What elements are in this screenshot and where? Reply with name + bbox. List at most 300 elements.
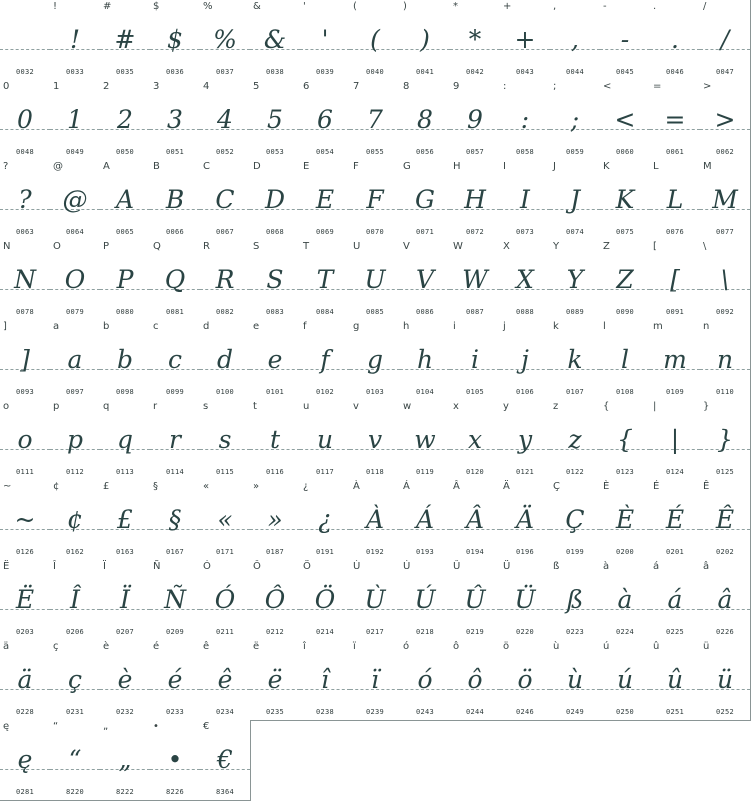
- glyph-label: o: [3, 401, 10, 412]
- glyph-cell: [0, 80, 51, 161]
- glyph-cell: [500, 400, 551, 481]
- glyph-cell: [300, 320, 351, 401]
- glyph-sample: #: [114, 25, 136, 54]
- glyph-cell: [350, 0, 401, 81]
- glyph-sample: ę: [17, 745, 33, 774]
- glyph-label: Q: [153, 241, 161, 252]
- glyph-cell: [550, 80, 601, 161]
- glyph-code: 0114: [165, 468, 185, 476]
- glyph-cell: [0, 400, 51, 481]
- glyph-label: ï: [353, 641, 356, 652]
- glyph-cell: [700, 560, 751, 641]
- glyph-label: l: [603, 321, 606, 332]
- glyph-code: 0110: [715, 388, 735, 396]
- glyph-label: 2: [103, 81, 110, 92]
- glyph-code: 0067: [215, 228, 235, 236]
- glyph-code: 0233: [165, 708, 185, 716]
- glyph-code: 0048: [15, 148, 35, 156]
- glyph-sample: ö: [517, 665, 533, 694]
- glyph-code: 0203: [15, 628, 35, 636]
- glyph-sample: Ê: [715, 505, 735, 534]
- glyph-label: ç: [53, 641, 59, 652]
- glyph-label: £: [103, 481, 110, 492]
- glyph-label: <: [603, 81, 612, 92]
- glyph-sample: c: [167, 345, 182, 374]
- glyph-sample: ù: [566, 665, 584, 694]
- glyph-cell: [600, 640, 651, 721]
- glyph-label: C: [203, 161, 210, 172]
- glyph-cell: [550, 400, 601, 481]
- glyph-code: 0071: [415, 228, 435, 236]
- glyph-cell: [700, 400, 751, 481]
- glyph-label: À: [353, 481, 360, 492]
- glyph-code: 0126: [15, 548, 35, 556]
- glyph-sample: V: [415, 265, 435, 294]
- glyph-code: 0078: [15, 308, 35, 316]
- glyph-label: .: [653, 1, 657, 12]
- glyph-code: 0089: [565, 308, 585, 316]
- glyph-code: 0041: [415, 68, 435, 76]
- glyph-label: (: [353, 1, 357, 12]
- glyph-label: !: [53, 1, 58, 12]
- glyph-code: 0087: [465, 308, 485, 316]
- glyph-sample: ,: [571, 25, 579, 54]
- glyph-code: 0106: [515, 388, 535, 396]
- glyph-cell: [400, 400, 451, 481]
- glyph-sample: >: [714, 105, 736, 134]
- glyph-cell: [250, 560, 301, 641]
- glyph-code: 0091: [665, 308, 685, 316]
- glyph-cell: [400, 160, 451, 241]
- glyph-sample: i: [471, 345, 479, 374]
- glyph-label: @: [53, 161, 63, 172]
- glyph-label: X: [503, 241, 510, 252]
- glyph-code: 0062: [715, 148, 735, 156]
- glyph-cell: [0, 640, 51, 721]
- glyph-code: 0171: [215, 548, 235, 556]
- glyph-code: 0042: [465, 68, 485, 76]
- glyph-sample: Ô: [264, 585, 286, 614]
- glyph-label: 3: [153, 81, 160, 92]
- glyph-sample: ê: [217, 665, 233, 694]
- glyph-cell: [300, 160, 351, 241]
- glyph-cell: [350, 80, 401, 161]
- glyph-code: 0064: [65, 228, 85, 236]
- glyph-label: y: [503, 401, 509, 412]
- glyph-label: «: [203, 481, 210, 492]
- glyph-cell: [200, 160, 251, 241]
- glyph-label: á: [653, 561, 660, 572]
- glyph-cell: [550, 160, 601, 241]
- glyph-code: 0035: [115, 68, 135, 76]
- glyph-sample: m: [663, 345, 687, 374]
- glyph-label: L: [653, 161, 659, 172]
- glyph-cell: [50, 480, 101, 561]
- glyph-sample: ç: [67, 665, 82, 694]
- glyph-sample: j: [521, 345, 529, 374]
- glyph-code: 0199: [565, 548, 585, 556]
- glyph-cell: [0, 320, 51, 401]
- glyph-code: 0086: [415, 308, 435, 316]
- glyph-sample: q: [116, 425, 133, 454]
- glyph-code: 0226: [715, 628, 735, 636]
- glyph-sample: Ü: [514, 585, 536, 614]
- glyph-cell: [200, 80, 251, 161]
- glyph-label: N: [3, 241, 11, 252]
- glyph-label: €: [203, 721, 210, 732]
- glyph-code: 0054: [315, 148, 335, 156]
- glyph-cell: [150, 480, 201, 561]
- glyph-sample: -: [620, 25, 630, 54]
- glyph-code: 0112: [65, 468, 85, 476]
- glyph-sample: X: [516, 265, 534, 294]
- glyph-code: 0053: [265, 148, 285, 156]
- glyph-label: §: [153, 481, 158, 492]
- glyph-label: n: [703, 321, 710, 332]
- glyph-label: |: [653, 401, 657, 412]
- glyph-label: A: [103, 161, 110, 172]
- glyph-sample: |: [670, 425, 680, 454]
- glyph-label: Ä: [503, 481, 510, 492]
- glyph-code: 0228: [15, 708, 35, 716]
- glyph-cell: [100, 400, 151, 481]
- glyph-sample: L: [666, 185, 684, 214]
- glyph-sample: «: [217, 505, 233, 534]
- glyph-cell: [350, 240, 401, 321]
- glyph-cell: [100, 640, 151, 721]
- glyph-label: ę: [3, 721, 10, 732]
- glyph-cell: [600, 560, 651, 641]
- glyph-code: 0238: [315, 708, 335, 716]
- glyph-label: c: [153, 321, 159, 332]
- glyph-code: 0196: [515, 548, 535, 556]
- glyph-cell: [500, 80, 551, 161]
- glyph-cell: [400, 480, 451, 561]
- glyph-code: 0239: [365, 708, 385, 716]
- glyph-code: 0244: [465, 708, 485, 716]
- glyph-cell: [200, 720, 251, 801]
- glyph-label: h: [403, 321, 410, 332]
- glyph-cell: [350, 160, 401, 241]
- glyph-code: 0047: [715, 68, 735, 76]
- glyph-cell: [500, 240, 551, 321]
- glyph-label: 4: [203, 81, 210, 92]
- glyph-label: x: [453, 401, 459, 412]
- glyph-code: 0032: [15, 68, 35, 76]
- glyph-code: 0125: [715, 468, 735, 476]
- glyph-sample: ú: [616, 665, 634, 694]
- glyph-cell: [650, 480, 701, 561]
- glyph-cell: [650, 640, 701, 721]
- glyph-cell: [250, 320, 301, 401]
- baseline-guide: [0, 49, 50, 50]
- glyph-label: à: [603, 561, 610, 572]
- glyph-cell: [0, 160, 51, 241]
- glyph-label: ): [403, 1, 407, 12]
- glyph-label: Ô: [253, 561, 261, 572]
- glyph-sample: ~: [14, 505, 36, 534]
- glyph-sample: Û: [464, 585, 486, 614]
- glyph-code: 0061: [665, 148, 685, 156]
- glyph-sample: “: [68, 745, 82, 774]
- glyph-label: b: [103, 321, 110, 332]
- glyph-code: 0281: [15, 788, 35, 796]
- glyph-code: 0066: [165, 228, 185, 236]
- glyph-sample: Ù: [364, 585, 386, 614]
- glyph-label: ~: [3, 481, 12, 492]
- glyph-label: a: [53, 321, 60, 332]
- glyph-sample: y: [517, 425, 533, 454]
- glyph-sample: :: [520, 105, 530, 134]
- glyph-label: ô: [453, 641, 460, 652]
- glyph-cell: [200, 240, 251, 321]
- glyph-code: 0218: [415, 628, 435, 636]
- glyph-sample: C: [215, 185, 235, 214]
- glyph-code: 0249: [565, 708, 585, 716]
- glyph-cell: [400, 320, 451, 401]
- glyph-label: Ö: [303, 561, 311, 572]
- glyph-code: 0075: [615, 228, 635, 236]
- glyph-sample: b: [116, 345, 133, 374]
- glyph-sample: »: [267, 505, 283, 534]
- glyph-label: I: [503, 161, 506, 172]
- glyph-cell: [700, 160, 751, 241]
- glyph-sample: }: [717, 425, 733, 454]
- glyph-sample: *: [468, 25, 482, 54]
- glyph-sample: 6: [317, 105, 333, 134]
- glyph-code: 0167: [165, 548, 185, 556]
- glyph-cell: [450, 400, 501, 481]
- glyph-cell: [300, 640, 351, 721]
- glyph-cell: [600, 400, 651, 481]
- glyph-label: 8: [403, 81, 410, 92]
- glyph-code: 0065: [115, 228, 135, 236]
- glyph-cell: [450, 560, 501, 641]
- glyph-code: 0219: [465, 628, 485, 636]
- glyph-code: 0072: [465, 228, 485, 236]
- glyph-label: r: [153, 401, 158, 412]
- glyph-sample: w: [414, 425, 436, 454]
- glyph-sample: È: [615, 505, 635, 534]
- glyph-label: ?: [3, 161, 9, 172]
- glyph-sample: À: [365, 505, 385, 534]
- glyph-code: 0082: [215, 308, 235, 316]
- glyph-cell: [400, 80, 451, 161]
- glyph-code: 0119: [415, 468, 435, 476]
- glyph-sample: Ñ: [164, 585, 186, 614]
- glyph-label: P: [103, 241, 110, 252]
- glyph-sample: x: [467, 425, 483, 454]
- glyph-sample: â: [717, 585, 733, 614]
- glyph-sample: H: [464, 185, 486, 214]
- glyph-label: Z: [603, 241, 610, 252]
- glyph-sample: Ï: [120, 585, 130, 614]
- glyph-sample: [: [670, 265, 680, 294]
- glyph-code: 0046: [665, 68, 685, 76]
- glyph-code: 0083: [265, 308, 285, 316]
- glyph-label: é: [153, 641, 160, 652]
- glyph-label: ,: [553, 1, 557, 12]
- glyph-code: 0235: [265, 708, 285, 716]
- glyph-code: 0251: [665, 708, 685, 716]
- glyph-label: ó: [403, 641, 410, 652]
- glyph-cell: [200, 400, 251, 481]
- glyph-label: Ï: [103, 561, 106, 572]
- glyph-label: É: [653, 481, 660, 492]
- glyph-code: 0080: [115, 308, 135, 316]
- glyph-sample: Ó: [214, 585, 236, 614]
- glyph-label: g: [353, 321, 360, 332]
- glyph-cell: [150, 160, 201, 241]
- glyph-label: D: [253, 161, 261, 172]
- glyph-code: 0200: [615, 548, 635, 556]
- glyph-cell: [500, 640, 551, 721]
- glyph-code: 0063: [15, 228, 35, 236]
- glyph-label: -: [603, 1, 607, 12]
- glyph-code: 0033: [65, 68, 85, 76]
- glyph-code: 0121: [515, 468, 535, 476]
- glyph-sample: ?: [18, 185, 32, 214]
- glyph-code: 0124: [665, 468, 685, 476]
- glyph-code: 0117: [315, 468, 335, 476]
- glyph-sample: F: [366, 185, 384, 214]
- glyph-cell: [100, 0, 151, 81]
- glyph-cell: [650, 80, 701, 161]
- glyph-label: 9: [453, 81, 460, 92]
- glyph-label: „: [103, 721, 109, 732]
- glyph-label: ê: [203, 641, 210, 652]
- glyph-cell: [300, 400, 351, 481]
- glyph-cell: [300, 560, 351, 641]
- glyph-code: 0037: [215, 68, 235, 76]
- glyph-cell: [0, 480, 51, 561]
- glyph-code: 0102: [315, 388, 335, 396]
- glyph-cell: [600, 160, 651, 241]
- glyph-cell: [600, 480, 651, 561]
- glyph-label: K: [603, 161, 610, 172]
- glyph-sample: =: [664, 105, 686, 134]
- glyph-cell: [200, 640, 251, 721]
- glyph-sample: î: [321, 665, 329, 694]
- glyph-code: 0077: [715, 228, 735, 236]
- glyph-cell: [500, 0, 551, 81]
- glyph-sample: G: [415, 185, 435, 214]
- glyph-cell: [100, 320, 151, 401]
- glyph-sample: N: [14, 265, 36, 294]
- glyph-sample: ¢: [67, 505, 83, 534]
- glyph-code: 0093: [15, 388, 35, 396]
- glyph-code: 0059: [565, 148, 585, 156]
- glyph-code: 0038: [265, 68, 285, 76]
- glyph-cell: [600, 80, 651, 161]
- glyph-code: 0051: [165, 148, 185, 156]
- glyph-sample: ô: [467, 665, 483, 694]
- glyph-sample: M: [712, 185, 738, 214]
- glyph-label: *: [453, 1, 458, 12]
- glyph-sample: $: [167, 25, 183, 54]
- glyph-label: Á: [403, 481, 410, 492]
- glyph-label: ë: [253, 641, 260, 652]
- glyph-code: 0056: [415, 148, 435, 156]
- glyph-cell: [250, 160, 301, 241]
- glyph-cell: [150, 320, 201, 401]
- glyph-cell: [350, 560, 401, 641]
- glyph-code: 0058: [515, 148, 535, 156]
- glyph-cell: [650, 320, 701, 401]
- glyph-code: 0060: [615, 148, 635, 156]
- glyph-label: z: [553, 401, 559, 412]
- glyph-cell: [300, 80, 351, 161]
- glyph-label: s: [203, 401, 209, 412]
- glyph-cell: [400, 560, 451, 641]
- glyph-code: 0232: [115, 708, 135, 716]
- glyph-code: 8364: [215, 788, 235, 796]
- glyph-code: 0163: [115, 548, 135, 556]
- glyph-sample: §: [168, 505, 182, 534]
- glyph-code: 0069: [315, 228, 335, 236]
- glyph-sample: g: [366, 345, 383, 374]
- glyph-sample: 1: [67, 105, 83, 134]
- glyph-code: 0050: [115, 148, 135, 156]
- glyph-sample: Ë: [15, 585, 35, 614]
- glyph-cell: [650, 160, 701, 241]
- glyph-label: ú: [603, 641, 610, 652]
- glyph-code: 0103: [365, 388, 385, 396]
- glyph-sample: Q: [164, 265, 186, 294]
- glyph-cell: [500, 560, 551, 641]
- glyph-label: =: [653, 81, 662, 92]
- glyph-sample: •: [167, 745, 183, 774]
- glyph-code: 0040: [365, 68, 385, 76]
- glyph-cell: [400, 240, 451, 321]
- glyph-label: #: [103, 1, 112, 12]
- glyph-label: Ó: [203, 561, 211, 572]
- glyph-cell: [350, 640, 401, 721]
- glyph-sample: Ç: [565, 505, 585, 534]
- glyph-code: 0220: [515, 628, 535, 636]
- glyph-label: V: [403, 241, 410, 252]
- glyph-code: 0120: [465, 468, 485, 476]
- glyph-sample: „: [118, 745, 132, 774]
- glyph-label: È: [603, 481, 610, 492]
- glyph-label: B: [153, 161, 160, 172]
- glyph-label: J: [553, 161, 556, 172]
- glyph-cell: [50, 320, 101, 401]
- glyph-code: 0250: [615, 708, 635, 716]
- glyph-code: 0231: [65, 708, 85, 716]
- glyph-cell: [700, 640, 751, 721]
- glyph-label: ¢: [53, 481, 60, 492]
- glyph-code: 0201: [665, 548, 685, 556]
- glyph-code: 0113: [115, 468, 135, 476]
- glyph-code: 0211: [215, 628, 235, 636]
- glyph-sample: Y: [566, 265, 584, 294]
- glyph-cell: [100, 720, 151, 801]
- glyph-sample: Z: [616, 265, 634, 294]
- glyph-sample: P: [116, 265, 134, 294]
- glyph-label: ]: [3, 321, 7, 332]
- glyph-code: 0074: [565, 228, 585, 236]
- glyph-code: 0207: [115, 628, 135, 636]
- glyph-sample: \: [720, 265, 730, 294]
- glyph-code: 0194: [465, 548, 485, 556]
- glyph-sample: Á: [415, 505, 435, 534]
- glyph-code: 0101: [265, 388, 285, 396]
- glyph-label: ö: [503, 641, 510, 652]
- glyph-cell: [550, 480, 601, 561]
- glyph-label: O: [53, 241, 61, 252]
- glyph-sample: a: [67, 345, 83, 374]
